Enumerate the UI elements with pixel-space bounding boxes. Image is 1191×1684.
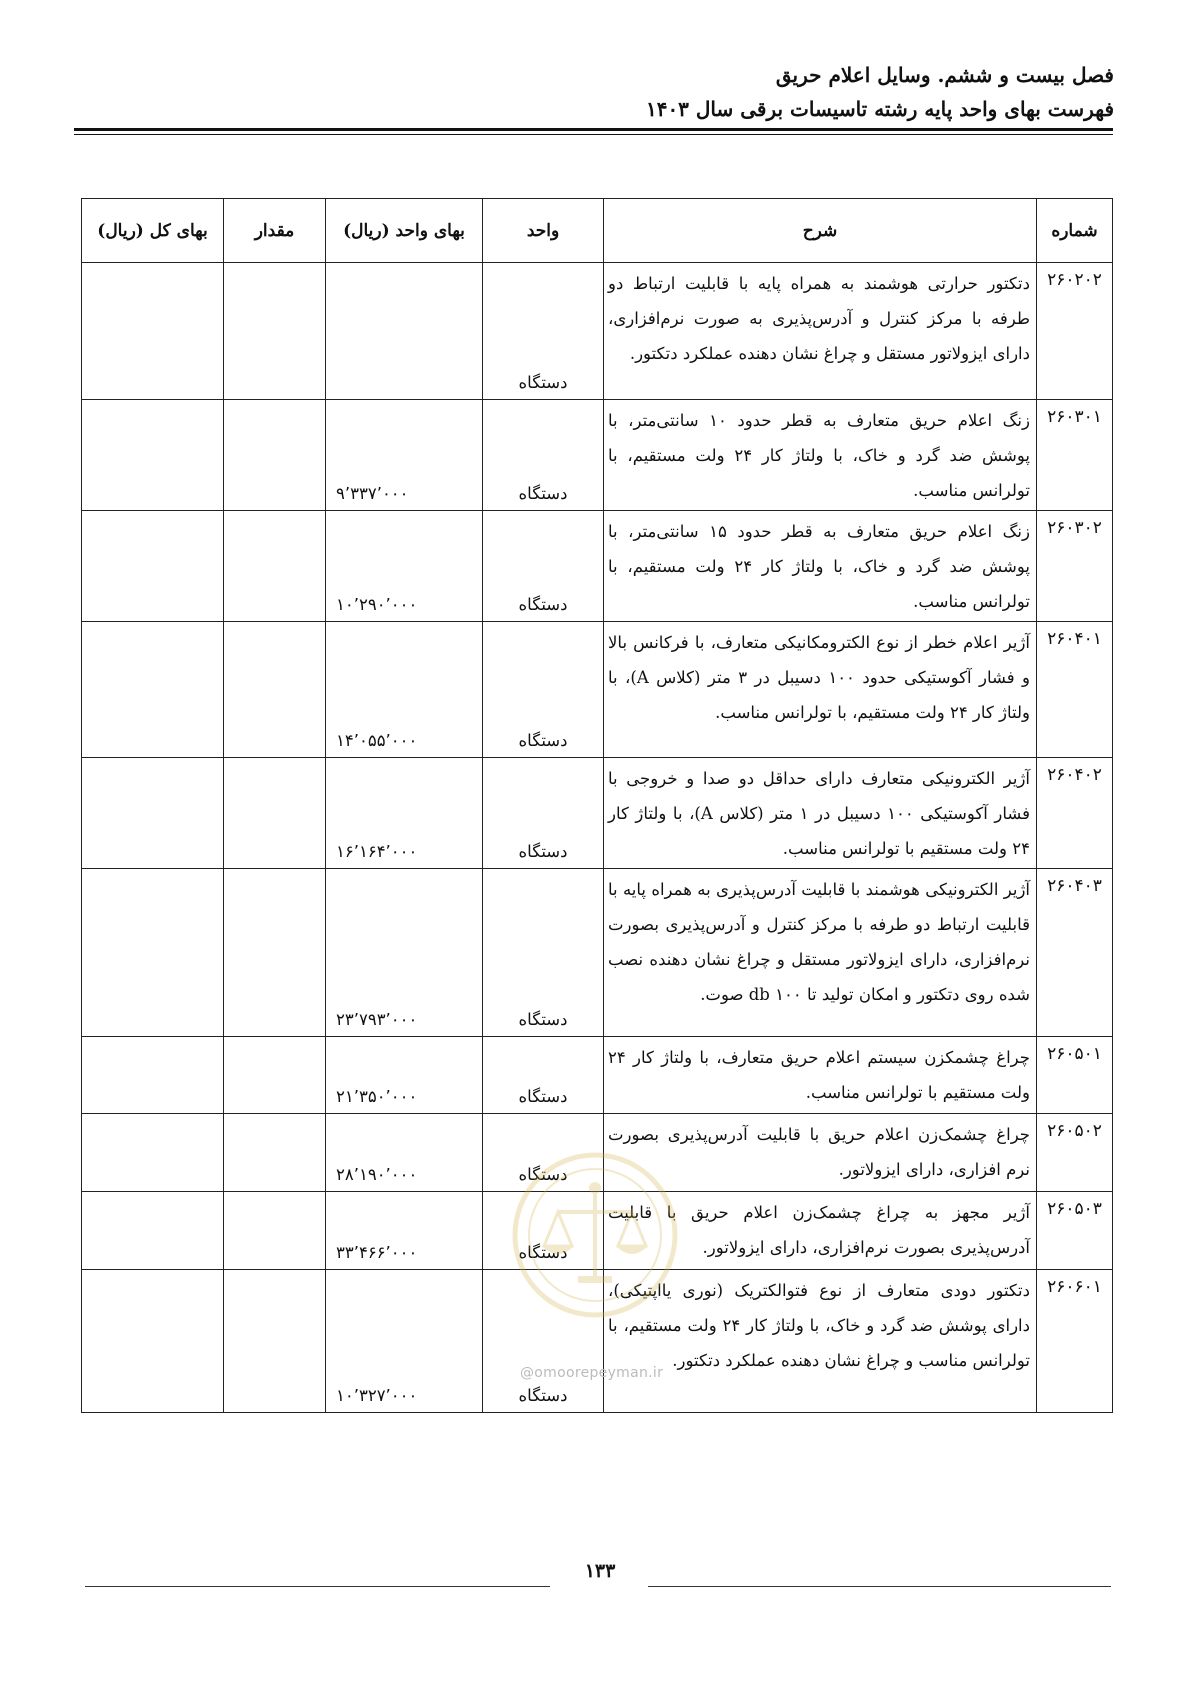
row-unit: دستگاه: [483, 511, 604, 622]
row-description: چراغ چشمک‌زن اعلام حریق با قابلیت آدرس‌پذیری بصورت نرم افزاری، دارای ایزولاتور.: [604, 1114, 1037, 1192]
page-header: [646, 58, 1114, 126]
row-code: ۲۶۰۶۰۱: [1037, 1270, 1113, 1413]
row-description: دتکتور حرارتی هوشمند به همراه پایه با قابلیت ارتباط دو طرفه با مرکز کنترل و آدرس‌پذیری به صورت نرم‌افزاری، دارای ایزولاتور مستقل و چراغ نشان دهنده عملکرد دتکتور.: [604, 263, 1037, 400]
table-row: [82, 758, 1113, 869]
table-header-row: [82, 199, 1113, 263]
row-unit-price: ۲۸٬۱۹۰٬۰۰۰: [326, 1114, 483, 1192]
row-description: آژیر اعلام خطر از نوع الکترومکانیکی متعارف، با فرکانس بالا و فشار آکوستیکی حدود ۱۰۰ دسیبل در ۳ متر (کلاس A)، با ولتاژ کار ۲۴ ولت مستقیم، با تولرانس مناسب.: [604, 622, 1037, 758]
row-unit: دستگاه: [483, 1037, 604, 1114]
row-total-price: [82, 1114, 224, 1192]
footer-divider-left: [85, 1586, 550, 1587]
row-quantity: [224, 1192, 326, 1270]
row-description: دتکتور دودی متعارف از نوع فتوالکتریک (نوری یااپتیکی)، دارای پوشش ضد گرد و خاک، با ولتاژ کار ۲۴ ولت مستقیم، با تولرانس مناسب و چراغ نشان دهنده عملکرد دتکتور.: [604, 1270, 1037, 1413]
row-total-price: [82, 400, 224, 511]
book-title: فهرست بهای واحد پایه رشته تاسیسات برقی سال ۱۴۰۳: [645, 97, 1114, 121]
table-row: [82, 1270, 1113, 1413]
row-code: ۲۶۰۳۰۲: [1037, 511, 1113, 622]
row-description: آژیر مجهز به چراغ چشمک‌زن اعلام حریق با قابلیت آدرس‌پذیری بصورت نرم‌افزاری، دارای ایزولاتور.: [604, 1192, 1037, 1270]
row-code: ۲۶۰۴۰۱: [1037, 622, 1113, 758]
row-unit: دستگاه: [483, 400, 604, 511]
row-quantity: [224, 758, 326, 869]
table-row: [82, 1192, 1113, 1270]
price-list-table: [81, 198, 1113, 1413]
row-quantity: [224, 1037, 326, 1114]
table-row: [82, 511, 1113, 622]
row-description: زنگ اعلام حریق متعارف به قطر حدود ۱۵ سانتی‌متر، با پوشش ضد گرد و خاک، با ولتاژ کار ۲۴ ولت مستقیم، با تولرانس مناسب.: [604, 511, 1037, 622]
row-unit: دستگاه: [483, 1114, 604, 1192]
watermark-text: @omoorepeyman.ir: [520, 1365, 664, 1381]
row-quantity: [224, 400, 326, 511]
row-unit-price: ۱۰٬۲۹۰٬۰۰۰: [326, 511, 483, 622]
row-unit-price: ۹٬۳۳۷٬۰۰۰: [326, 400, 483, 511]
header-divider: [74, 128, 1113, 131]
row-total-price: [82, 1037, 224, 1114]
column-header-unit: واحد: [483, 199, 604, 263]
column-header-total-price: بهای کل (ریال): [82, 199, 224, 263]
row-total-price: [82, 869, 224, 1037]
row-total-price: [82, 758, 224, 869]
row-quantity: [224, 622, 326, 758]
row-code: ۲۶۰۵۰۳: [1037, 1192, 1113, 1270]
row-description: چراغ چشمکزن سیستم اعلام حریق متعارف، با ولتاژ کار ۲۴ ولت مستقیم با تولرانس مناسب.: [604, 1037, 1037, 1114]
row-unit: دستگاه: [483, 1192, 604, 1270]
row-code: ۲۶۰۳۰۱: [1037, 400, 1113, 511]
footer-divider-right: [648, 1586, 1111, 1587]
row-total-price: [82, 622, 224, 758]
row-unit: دستگاه: [483, 1270, 604, 1413]
column-header-code: شماره: [1037, 199, 1113, 263]
table-row: [82, 622, 1113, 758]
row-code: ۲۶۰۲۰۲: [1037, 263, 1113, 400]
row-code: ۲۶۰۴۰۳: [1037, 869, 1113, 1037]
row-unit-price: [326, 263, 483, 400]
row-code: ۲۶۰۴۰۲: [1037, 758, 1113, 869]
row-quantity: [224, 1114, 326, 1192]
row-description: زنگ اعلام حریق متعارف به قطر حدود ۱۰ سانتی‌متر، با پوشش ضد گرد و خاک، با ولتاژ کار ۲۴ ولت مستقیم، با تولرانس مناسب.: [604, 400, 1037, 511]
column-header-description: شرح: [604, 199, 1037, 263]
row-unit-price: ۲۱٬۳۵۰٬۰۰۰: [326, 1037, 483, 1114]
row-description: آژیر الکترونیکی هوشمند با قابلیت آدرس‌پذیری به همراه پایه با قابلیت ارتباط دو طرفه با مرکز کنترل و آدرس‌پذیری بصورت نرم‌افزاری، دارای ایزولاتور مستقل و چراغ نشان دهنده نصب شده روی دتکتور و امکان تولید تا ۱۰۰ db صوت.: [604, 869, 1037, 1037]
table-row: [82, 400, 1113, 511]
column-header-unit-price: بهای واحد (ریال): [326, 199, 483, 263]
row-unit-price: ۳۳٬۴۶۶٬۰۰۰: [326, 1192, 483, 1270]
table-row: [82, 1114, 1113, 1192]
row-quantity: [224, 263, 326, 400]
row-code: ۲۶۰۵۰۲: [1037, 1114, 1113, 1192]
row-unit: دستگاه: [483, 869, 604, 1037]
row-description: آژیر الکترونیکی متعارف دارای حداقل دو صدا و خروجی با فشار آکوستیکی ۱۰۰ دسیبل در ۱ متر (کلاس A)، با ولتاژ کار ۲۴ ولت مستقیم با تولرانس مناسب.: [604, 758, 1037, 869]
chapter-title: فصل بیست و ششم. وسایل اعلام حریق: [775, 63, 1114, 87]
row-quantity: [224, 511, 326, 622]
table-row: [82, 263, 1113, 400]
row-total-price: [82, 1270, 224, 1413]
table-row: [82, 1037, 1113, 1114]
row-quantity: [224, 1270, 326, 1413]
row-unit: دستگاه: [483, 758, 604, 869]
table-row: [82, 869, 1113, 1037]
row-quantity: [224, 869, 326, 1037]
row-total-price: [82, 263, 224, 400]
row-total-price: [82, 511, 224, 622]
page-number: ۱۳۳: [584, 1560, 616, 1582]
header-divider-thin: [74, 134, 1113, 135]
column-header-quantity: مقدار: [224, 199, 326, 263]
row-unit-price: ۱۴٬۰۵۵٬۰۰۰: [326, 622, 483, 758]
row-total-price: [82, 1192, 224, 1270]
row-unit: دستگاه: [483, 263, 604, 400]
row-unit-price: ۱۰٬۳۲۷٬۰۰۰: [326, 1270, 483, 1413]
row-unit-price: ۱۶٬۱۶۴٬۰۰۰: [326, 758, 483, 869]
row-code: ۲۶۰۵۰۱: [1037, 1037, 1113, 1114]
row-unit: دستگاه: [483, 622, 604, 758]
row-unit-price: ۲۳٬۷۹۳٬۰۰۰: [326, 869, 483, 1037]
